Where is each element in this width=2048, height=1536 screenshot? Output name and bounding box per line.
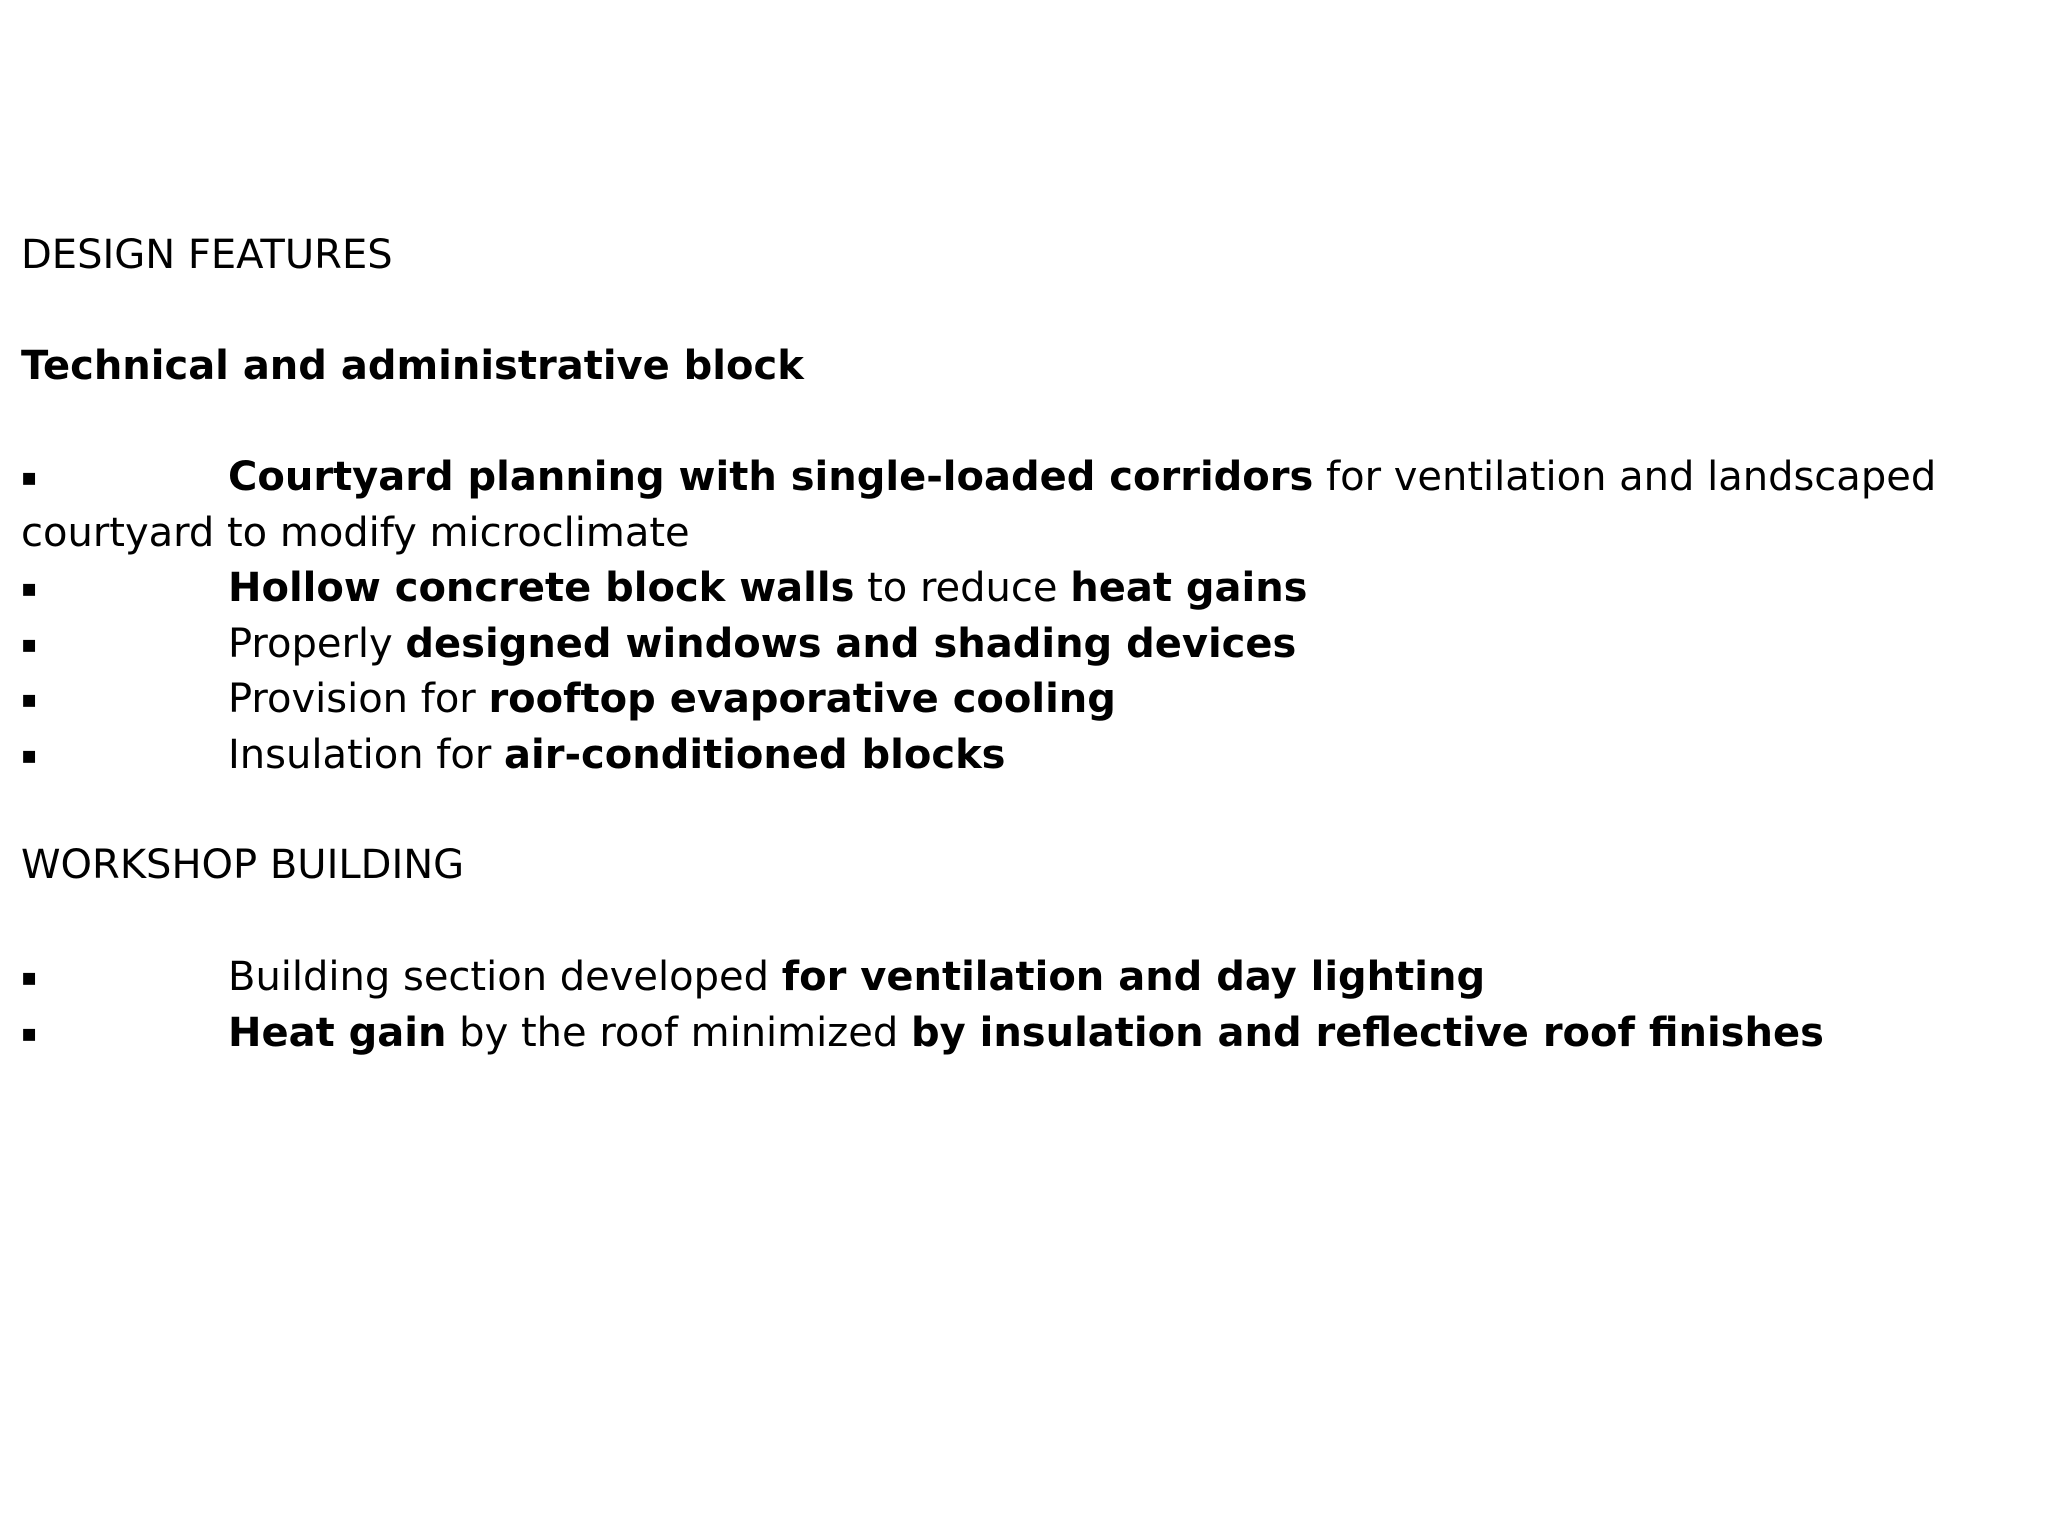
section-heading-workshop-building: WORKSHOP BUILDING [21, 842, 465, 888]
list-item: ▪ Courtyard planning with single-loaded corridors for ventilation and landscaped courtyard to modify microclimate [21, 450, 1981, 561]
list-item: ▪ Building section developed for ventilation and day lighting [21, 950, 1981, 1006]
section-heading-design-features: DESIGN FEATURES [21, 232, 393, 278]
square-bullet-icon: ▪ [21, 574, 38, 602]
square-bullet-icon: ▪ [21, 463, 38, 491]
list-item: ▪ Hollow concrete block walls to reduce heat gains [21, 561, 1981, 617]
square-bullet-icon: ▪ [21, 740, 38, 769]
subheading-technical-admin-block: Technical and administrative block [21, 343, 804, 389]
square-bullet-icon: ▪ [21, 963, 38, 991]
square-bullet-icon: ▪ [21, 629, 38, 658]
workshop-features-list [21, 950, 1981, 1061]
list-item: ▪ Properly designed windows and shading devices [21, 617, 1981, 673]
list-item: ▪ Heat gain by the roof minimized by insulation and reflective roof finishes [21, 1006, 1981, 1062]
list-item: ▪ Insulation for air-conditioned blocks [21, 728, 1981, 784]
square-bullet-icon: ▪ [21, 1018, 38, 1047]
design-features-list [21, 450, 1981, 783]
list-item: ▪ Provision for rooftop evaporative cooling [21, 672, 1981, 728]
square-bullet-icon: ▪ [21, 685, 38, 713]
